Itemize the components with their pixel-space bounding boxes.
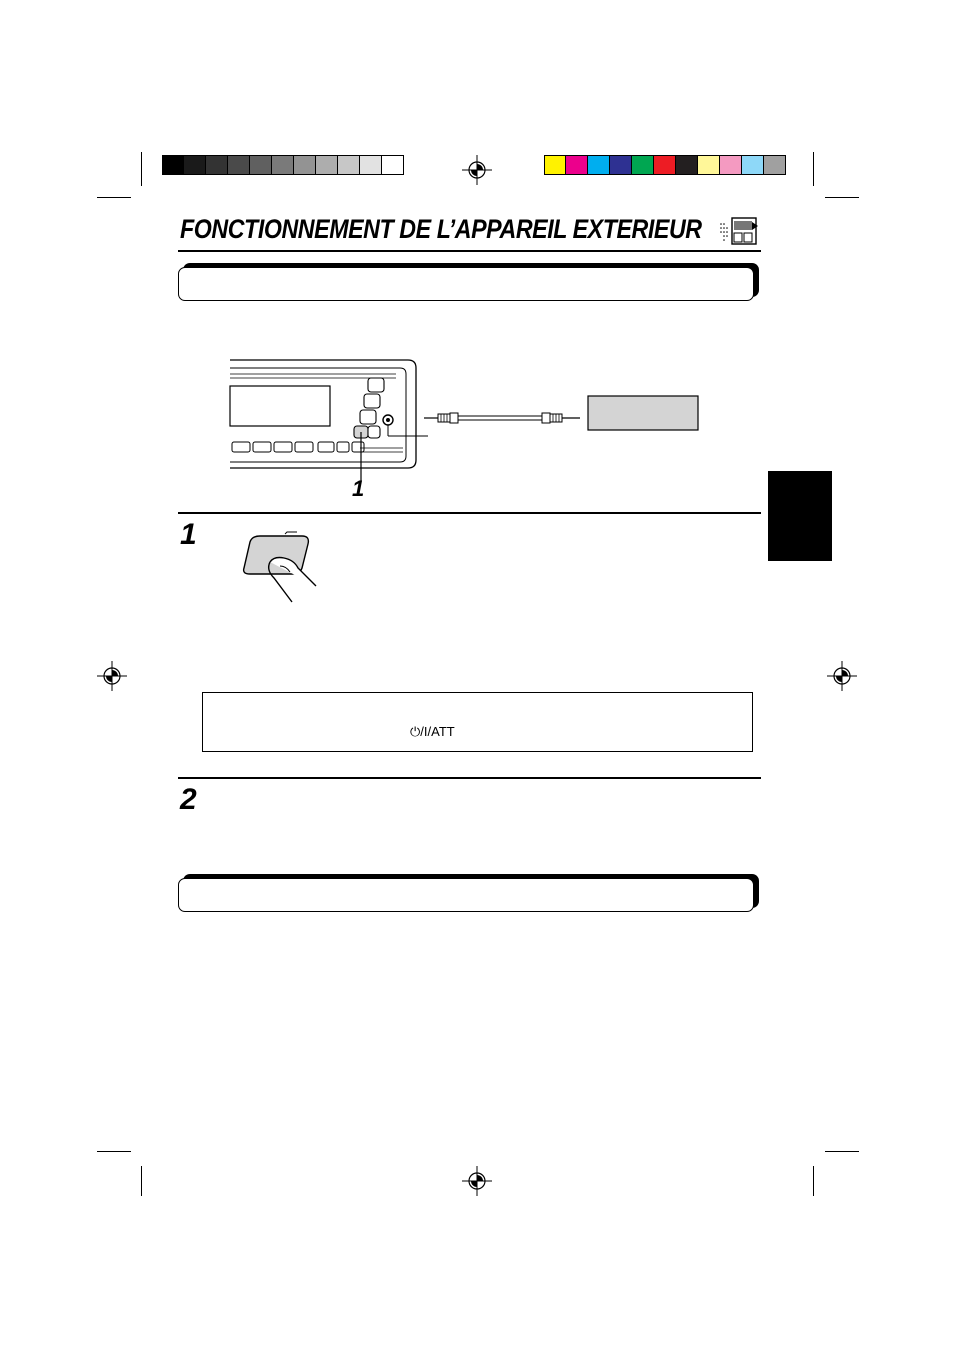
color-swatch	[588, 155, 610, 175]
crop-mark	[97, 1151, 131, 1152]
crop-mark	[97, 197, 131, 198]
registration-target-icon	[462, 155, 492, 185]
language-side-tab	[768, 471, 832, 561]
grayscale-swatch	[272, 155, 294, 175]
grayscale-swatch	[162, 155, 184, 175]
grayscale-swatch	[338, 155, 360, 175]
step-number: 2	[180, 783, 197, 816]
grayscale-swatch	[228, 155, 250, 175]
step-separator	[178, 777, 761, 779]
grayscale-swatch	[184, 155, 206, 175]
crop-mark	[141, 1166, 142, 1196]
color-calibration-bar	[544, 155, 786, 175]
grayscale-calibration-bar	[162, 155, 404, 175]
color-swatch	[676, 155, 698, 175]
step-separator	[178, 512, 761, 514]
grayscale-swatch	[360, 155, 382, 175]
color-swatch	[566, 155, 588, 175]
finger-press-button-icon	[240, 528, 330, 608]
crop-mark	[141, 152, 142, 186]
color-swatch	[720, 155, 742, 175]
external-device-icon	[718, 216, 760, 248]
title-underline	[178, 250, 761, 252]
power-att-button-label: ⏻/I/ATT	[410, 724, 455, 739]
crop-mark	[813, 152, 814, 186]
grayscale-swatch	[316, 155, 338, 175]
registration-target-icon	[462, 1166, 492, 1196]
color-swatch	[742, 155, 764, 175]
registration-target-icon	[97, 661, 127, 691]
color-swatch	[698, 155, 720, 175]
color-swatch	[632, 155, 654, 175]
crop-mark	[813, 1166, 814, 1196]
grayscale-swatch	[294, 155, 316, 175]
page-title: FONCTIONNEMENT DE L’APPAREIL EXTERIEUR	[180, 214, 702, 244]
color-swatch	[764, 155, 786, 175]
connection-diagram	[228, 356, 708, 506]
note-box	[202, 692, 753, 752]
crop-mark	[825, 197, 859, 198]
step-number: 1	[180, 518, 197, 551]
section-header-box	[178, 878, 754, 912]
diagram-callout-1: 1	[352, 476, 365, 501]
color-swatch	[610, 155, 632, 175]
grayscale-swatch	[206, 155, 228, 175]
color-swatch	[544, 155, 566, 175]
color-swatch	[654, 155, 676, 175]
section-header-box	[178, 267, 754, 301]
crop-mark	[825, 1151, 859, 1152]
grayscale-swatch	[250, 155, 272, 175]
registration-target-icon	[827, 661, 857, 691]
grayscale-swatch	[382, 155, 404, 175]
